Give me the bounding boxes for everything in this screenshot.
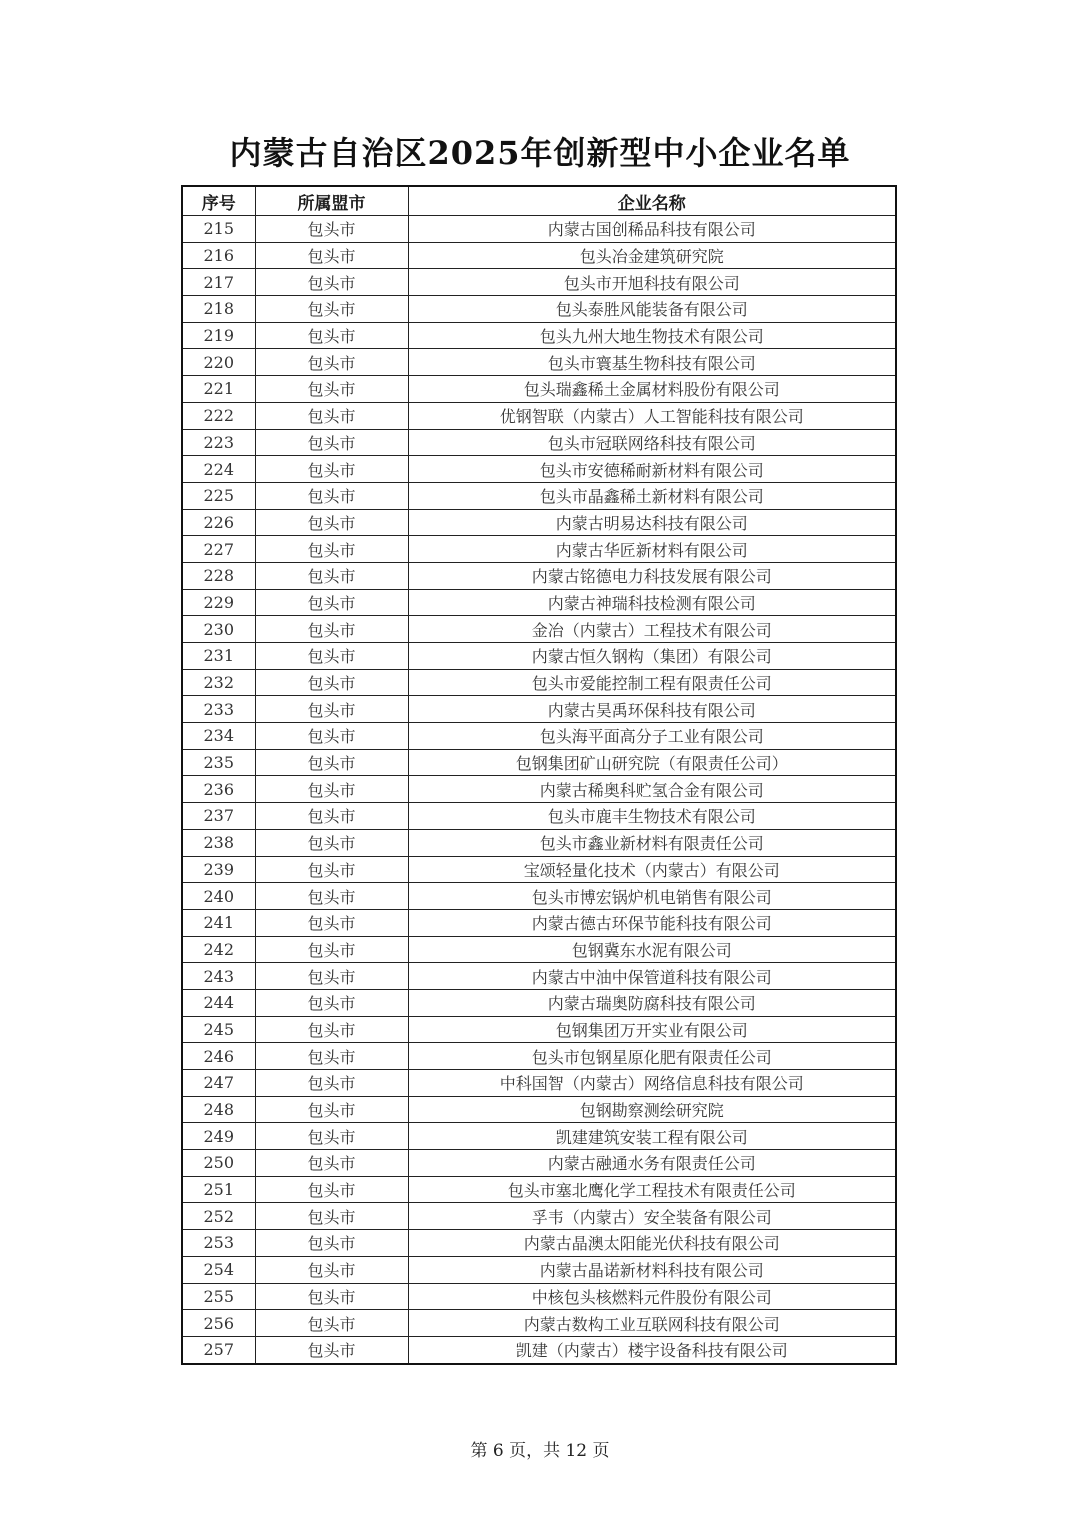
row-company: 内蒙古晶澳太阳能光伏科技有限公司 bbox=[408, 1230, 896, 1257]
row-company: 内蒙古德古环保节能科技有限公司 bbox=[408, 909, 896, 936]
table-row bbox=[182, 429, 896, 456]
row-company: 包头海平面高分子工业有限公司 bbox=[408, 723, 896, 750]
row-city: 包头市 bbox=[255, 1336, 408, 1363]
row-company: 包钢集团万开实业有限公司 bbox=[408, 1016, 896, 1043]
row-city: 包头市 bbox=[255, 963, 408, 990]
row-index: 229 bbox=[182, 589, 255, 616]
table-row bbox=[182, 589, 896, 616]
row-city: 包头市 bbox=[255, 723, 408, 750]
row-company: 包钢冀东水泥有限公司 bbox=[408, 936, 896, 963]
row-company: 包头市寰基生物科技有限公司 bbox=[408, 349, 896, 376]
row-city: 包头市 bbox=[255, 749, 408, 776]
table-row bbox=[182, 482, 896, 509]
row-company: 凯建（内蒙古）楼宇设备科技有限公司 bbox=[408, 1336, 896, 1363]
table-row bbox=[182, 989, 896, 1016]
row-city: 包头市 bbox=[255, 1230, 408, 1257]
row-city: 包头市 bbox=[255, 616, 408, 643]
row-company: 内蒙古融通水务有限责任公司 bbox=[408, 1150, 896, 1177]
row-index: 230 bbox=[182, 616, 255, 643]
row-company: 金冶（内蒙古）工程技术有限公司 bbox=[408, 616, 896, 643]
row-company: 包钢集团矿山研究院（有限责任公司） bbox=[408, 749, 896, 776]
row-index: 219 bbox=[182, 322, 255, 349]
row-city: 包头市 bbox=[255, 696, 408, 723]
row-city: 包头市 bbox=[255, 936, 408, 963]
row-city: 包头市 bbox=[255, 1203, 408, 1230]
table-row bbox=[182, 1096, 896, 1123]
row-city: 包头市 bbox=[255, 456, 408, 483]
header-company: 企业名称 bbox=[408, 186, 896, 216]
row-company: 包头冶金建筑研究院 bbox=[408, 242, 896, 269]
row-index: 256 bbox=[182, 1310, 255, 1337]
row-index: 218 bbox=[182, 296, 255, 323]
row-index: 254 bbox=[182, 1256, 255, 1283]
table-row bbox=[182, 296, 896, 323]
table-row bbox=[182, 669, 896, 696]
table-row bbox=[182, 696, 896, 723]
row-company: 内蒙古晶诺新材料科技有限公司 bbox=[408, 1256, 896, 1283]
table-row bbox=[182, 1310, 896, 1337]
row-city: 包头市 bbox=[255, 1310, 408, 1337]
table-row bbox=[182, 643, 896, 670]
row-index: 237 bbox=[182, 803, 255, 830]
row-company: 包头瑞鑫稀土金属材料股份有限公司 bbox=[408, 376, 896, 403]
row-index: 244 bbox=[182, 989, 255, 1016]
row-index: 222 bbox=[182, 402, 255, 429]
row-index: 236 bbox=[182, 776, 255, 803]
row-city: 包头市 bbox=[255, 856, 408, 883]
table-row bbox=[182, 1283, 896, 1310]
row-index: 246 bbox=[182, 1043, 255, 1070]
row-city: 包头市 bbox=[255, 509, 408, 536]
row-city: 包头市 bbox=[255, 402, 408, 429]
row-index: 238 bbox=[182, 829, 255, 856]
table-row bbox=[182, 562, 896, 589]
row-city: 包头市 bbox=[255, 429, 408, 456]
table-row bbox=[182, 856, 896, 883]
table-row bbox=[182, 909, 896, 936]
table-row bbox=[182, 883, 896, 910]
row-index: 253 bbox=[182, 1230, 255, 1257]
table-row bbox=[182, 536, 896, 563]
row-company: 包头市开旭科技有限公司 bbox=[408, 269, 896, 296]
row-index: 240 bbox=[182, 883, 255, 910]
row-city: 包头市 bbox=[255, 909, 408, 936]
row-index: 241 bbox=[182, 909, 255, 936]
row-city: 包头市 bbox=[255, 562, 408, 589]
row-company: 优钢智联（内蒙古）人工智能科技有限公司 bbox=[408, 402, 896, 429]
row-city: 包头市 bbox=[255, 589, 408, 616]
row-index: 257 bbox=[182, 1336, 255, 1363]
row-company: 包头市鑫业新材料有限责任公司 bbox=[408, 829, 896, 856]
row-index: 235 bbox=[182, 749, 255, 776]
row-company: 内蒙古铭德电力科技发展有限公司 bbox=[408, 562, 896, 589]
table-row bbox=[182, 456, 896, 483]
row-index: 227 bbox=[182, 536, 255, 563]
page-title: 内蒙古自治区2025年创新型中小企业名单 bbox=[229, 134, 851, 172]
row-city: 包头市 bbox=[255, 1096, 408, 1123]
row-company: 包钢勘察测绘研究院 bbox=[408, 1096, 896, 1123]
table-row bbox=[182, 242, 896, 269]
row-index: 233 bbox=[182, 696, 255, 723]
row-company: 包头泰胜风能装备有限公司 bbox=[408, 296, 896, 323]
table-row bbox=[182, 509, 896, 536]
row-index: 245 bbox=[182, 1016, 255, 1043]
table-row bbox=[182, 829, 896, 856]
row-city: 包头市 bbox=[255, 1016, 408, 1043]
row-company: 内蒙古中油中保管道科技有限公司 bbox=[408, 963, 896, 990]
row-city: 包头市 bbox=[255, 269, 408, 296]
table-row bbox=[182, 376, 896, 403]
row-city: 包头市 bbox=[255, 829, 408, 856]
row-index: 243 bbox=[182, 963, 255, 990]
header-index: 序号 bbox=[182, 186, 255, 216]
row-index: 217 bbox=[182, 269, 255, 296]
row-city: 包头市 bbox=[255, 1150, 408, 1177]
table-row bbox=[182, 1016, 896, 1043]
table-row bbox=[182, 1256, 896, 1283]
row-city: 包头市 bbox=[255, 669, 408, 696]
row-index: 226 bbox=[182, 509, 255, 536]
row-city: 包头市 bbox=[255, 322, 408, 349]
table-row bbox=[182, 616, 896, 643]
row-company: 包头市爱能控制工程有限责任公司 bbox=[408, 669, 896, 696]
table-row bbox=[182, 963, 896, 990]
row-city: 包头市 bbox=[255, 803, 408, 830]
row-company: 包头市冠联网络科技有限公司 bbox=[408, 429, 896, 456]
row-index: 255 bbox=[182, 1283, 255, 1310]
row-company: 包头市安德稀耐新材料有限公司 bbox=[408, 456, 896, 483]
row-city: 包头市 bbox=[255, 776, 408, 803]
row-city: 包头市 bbox=[255, 883, 408, 910]
page-footer: 第 6 页，共 12 页 bbox=[470, 1441, 610, 1461]
row-index: 232 bbox=[182, 669, 255, 696]
row-index: 247 bbox=[182, 1070, 255, 1097]
row-index: 242 bbox=[182, 936, 255, 963]
row-company: 内蒙古瑞奥防腐科技有限公司 bbox=[408, 989, 896, 1016]
row-company: 孚韦（内蒙古）安全装备有限公司 bbox=[408, 1203, 896, 1230]
row-index: 251 bbox=[182, 1176, 255, 1203]
row-city: 包头市 bbox=[255, 1123, 408, 1150]
table-row bbox=[182, 402, 896, 429]
table-row bbox=[182, 723, 896, 750]
row-index: 215 bbox=[182, 216, 255, 243]
table-row bbox=[182, 1176, 896, 1203]
row-city: 包头市 bbox=[255, 1043, 408, 1070]
table-row bbox=[182, 1230, 896, 1257]
table-row bbox=[182, 1070, 896, 1097]
row-index: 220 bbox=[182, 349, 255, 376]
table-row bbox=[182, 749, 896, 776]
row-city: 包头市 bbox=[255, 482, 408, 509]
row-company: 包头市晶鑫稀土新材料有限公司 bbox=[408, 482, 896, 509]
row-city: 包头市 bbox=[255, 989, 408, 1016]
table-row bbox=[182, 803, 896, 830]
table-body bbox=[182, 216, 896, 1364]
row-company: 中科国智（内蒙古）网络信息科技有限公司 bbox=[408, 1070, 896, 1097]
table-row bbox=[182, 1203, 896, 1230]
table-row bbox=[182, 269, 896, 296]
row-index: 234 bbox=[182, 723, 255, 750]
table-row bbox=[182, 216, 896, 243]
row-city: 包头市 bbox=[255, 536, 408, 563]
enterprise-table bbox=[181, 185, 897, 1365]
row-company: 内蒙古昊禹环保科技有限公司 bbox=[408, 696, 896, 723]
table-header-row bbox=[182, 186, 896, 216]
row-company: 宝颂轻量化技术（内蒙古）有限公司 bbox=[408, 856, 896, 883]
table-row bbox=[182, 936, 896, 963]
row-company: 内蒙古国创稀品科技有限公司 bbox=[408, 216, 896, 243]
row-city: 包头市 bbox=[255, 296, 408, 323]
row-index: 231 bbox=[182, 643, 255, 670]
row-index: 249 bbox=[182, 1123, 255, 1150]
table-row bbox=[182, 1043, 896, 1070]
row-index: 225 bbox=[182, 482, 255, 509]
row-index: 252 bbox=[182, 1203, 255, 1230]
row-company: 内蒙古神瑞科技检测有限公司 bbox=[408, 589, 896, 616]
row-city: 包头市 bbox=[255, 643, 408, 670]
row-company: 内蒙古稀奥科贮氢合金有限公司 bbox=[408, 776, 896, 803]
row-city: 包头市 bbox=[255, 349, 408, 376]
row-company: 内蒙古数构工业互联网科技有限公司 bbox=[408, 1310, 896, 1337]
row-company: 包头九州大地生物技术有限公司 bbox=[408, 322, 896, 349]
row-company: 内蒙古恒久钢构（集团）有限公司 bbox=[408, 643, 896, 670]
row-city: 包头市 bbox=[255, 1256, 408, 1283]
row-index: 248 bbox=[182, 1096, 255, 1123]
row-company: 包头市塞北鹰化学工程技术有限责任公司 bbox=[408, 1176, 896, 1203]
table-row bbox=[182, 349, 896, 376]
table-row bbox=[182, 322, 896, 349]
row-company: 凯建建筑安装工程有限公司 bbox=[408, 1123, 896, 1150]
table-row bbox=[182, 1123, 896, 1150]
row-company: 内蒙古明易达科技有限公司 bbox=[408, 509, 896, 536]
row-city: 包头市 bbox=[255, 1070, 408, 1097]
row-index: 228 bbox=[182, 562, 255, 589]
table-row bbox=[182, 1150, 896, 1177]
row-index: 224 bbox=[182, 456, 255, 483]
table-row bbox=[182, 1336, 896, 1363]
row-company: 包头市博宏锅炉机电销售有限公司 bbox=[408, 883, 896, 910]
row-index: 250 bbox=[182, 1150, 255, 1177]
header-city: 所属盟市 bbox=[255, 186, 408, 216]
row-city: 包头市 bbox=[255, 1283, 408, 1310]
row-city: 包头市 bbox=[255, 216, 408, 243]
row-city: 包头市 bbox=[255, 376, 408, 403]
row-index: 216 bbox=[182, 242, 255, 269]
row-company: 包头市鹿丰生物技术有限公司 bbox=[408, 803, 896, 830]
table-row bbox=[182, 776, 896, 803]
row-city: 包头市 bbox=[255, 1176, 408, 1203]
row-index: 223 bbox=[182, 429, 255, 456]
row-index: 221 bbox=[182, 376, 255, 403]
row-index: 239 bbox=[182, 856, 255, 883]
row-city: 包头市 bbox=[255, 242, 408, 269]
row-company: 内蒙古华匠新材料有限公司 bbox=[408, 536, 896, 563]
row-company: 中核包头核燃料元件股份有限公司 bbox=[408, 1283, 896, 1310]
row-company: 包头市包钢星原化肥有限责任公司 bbox=[408, 1043, 896, 1070]
